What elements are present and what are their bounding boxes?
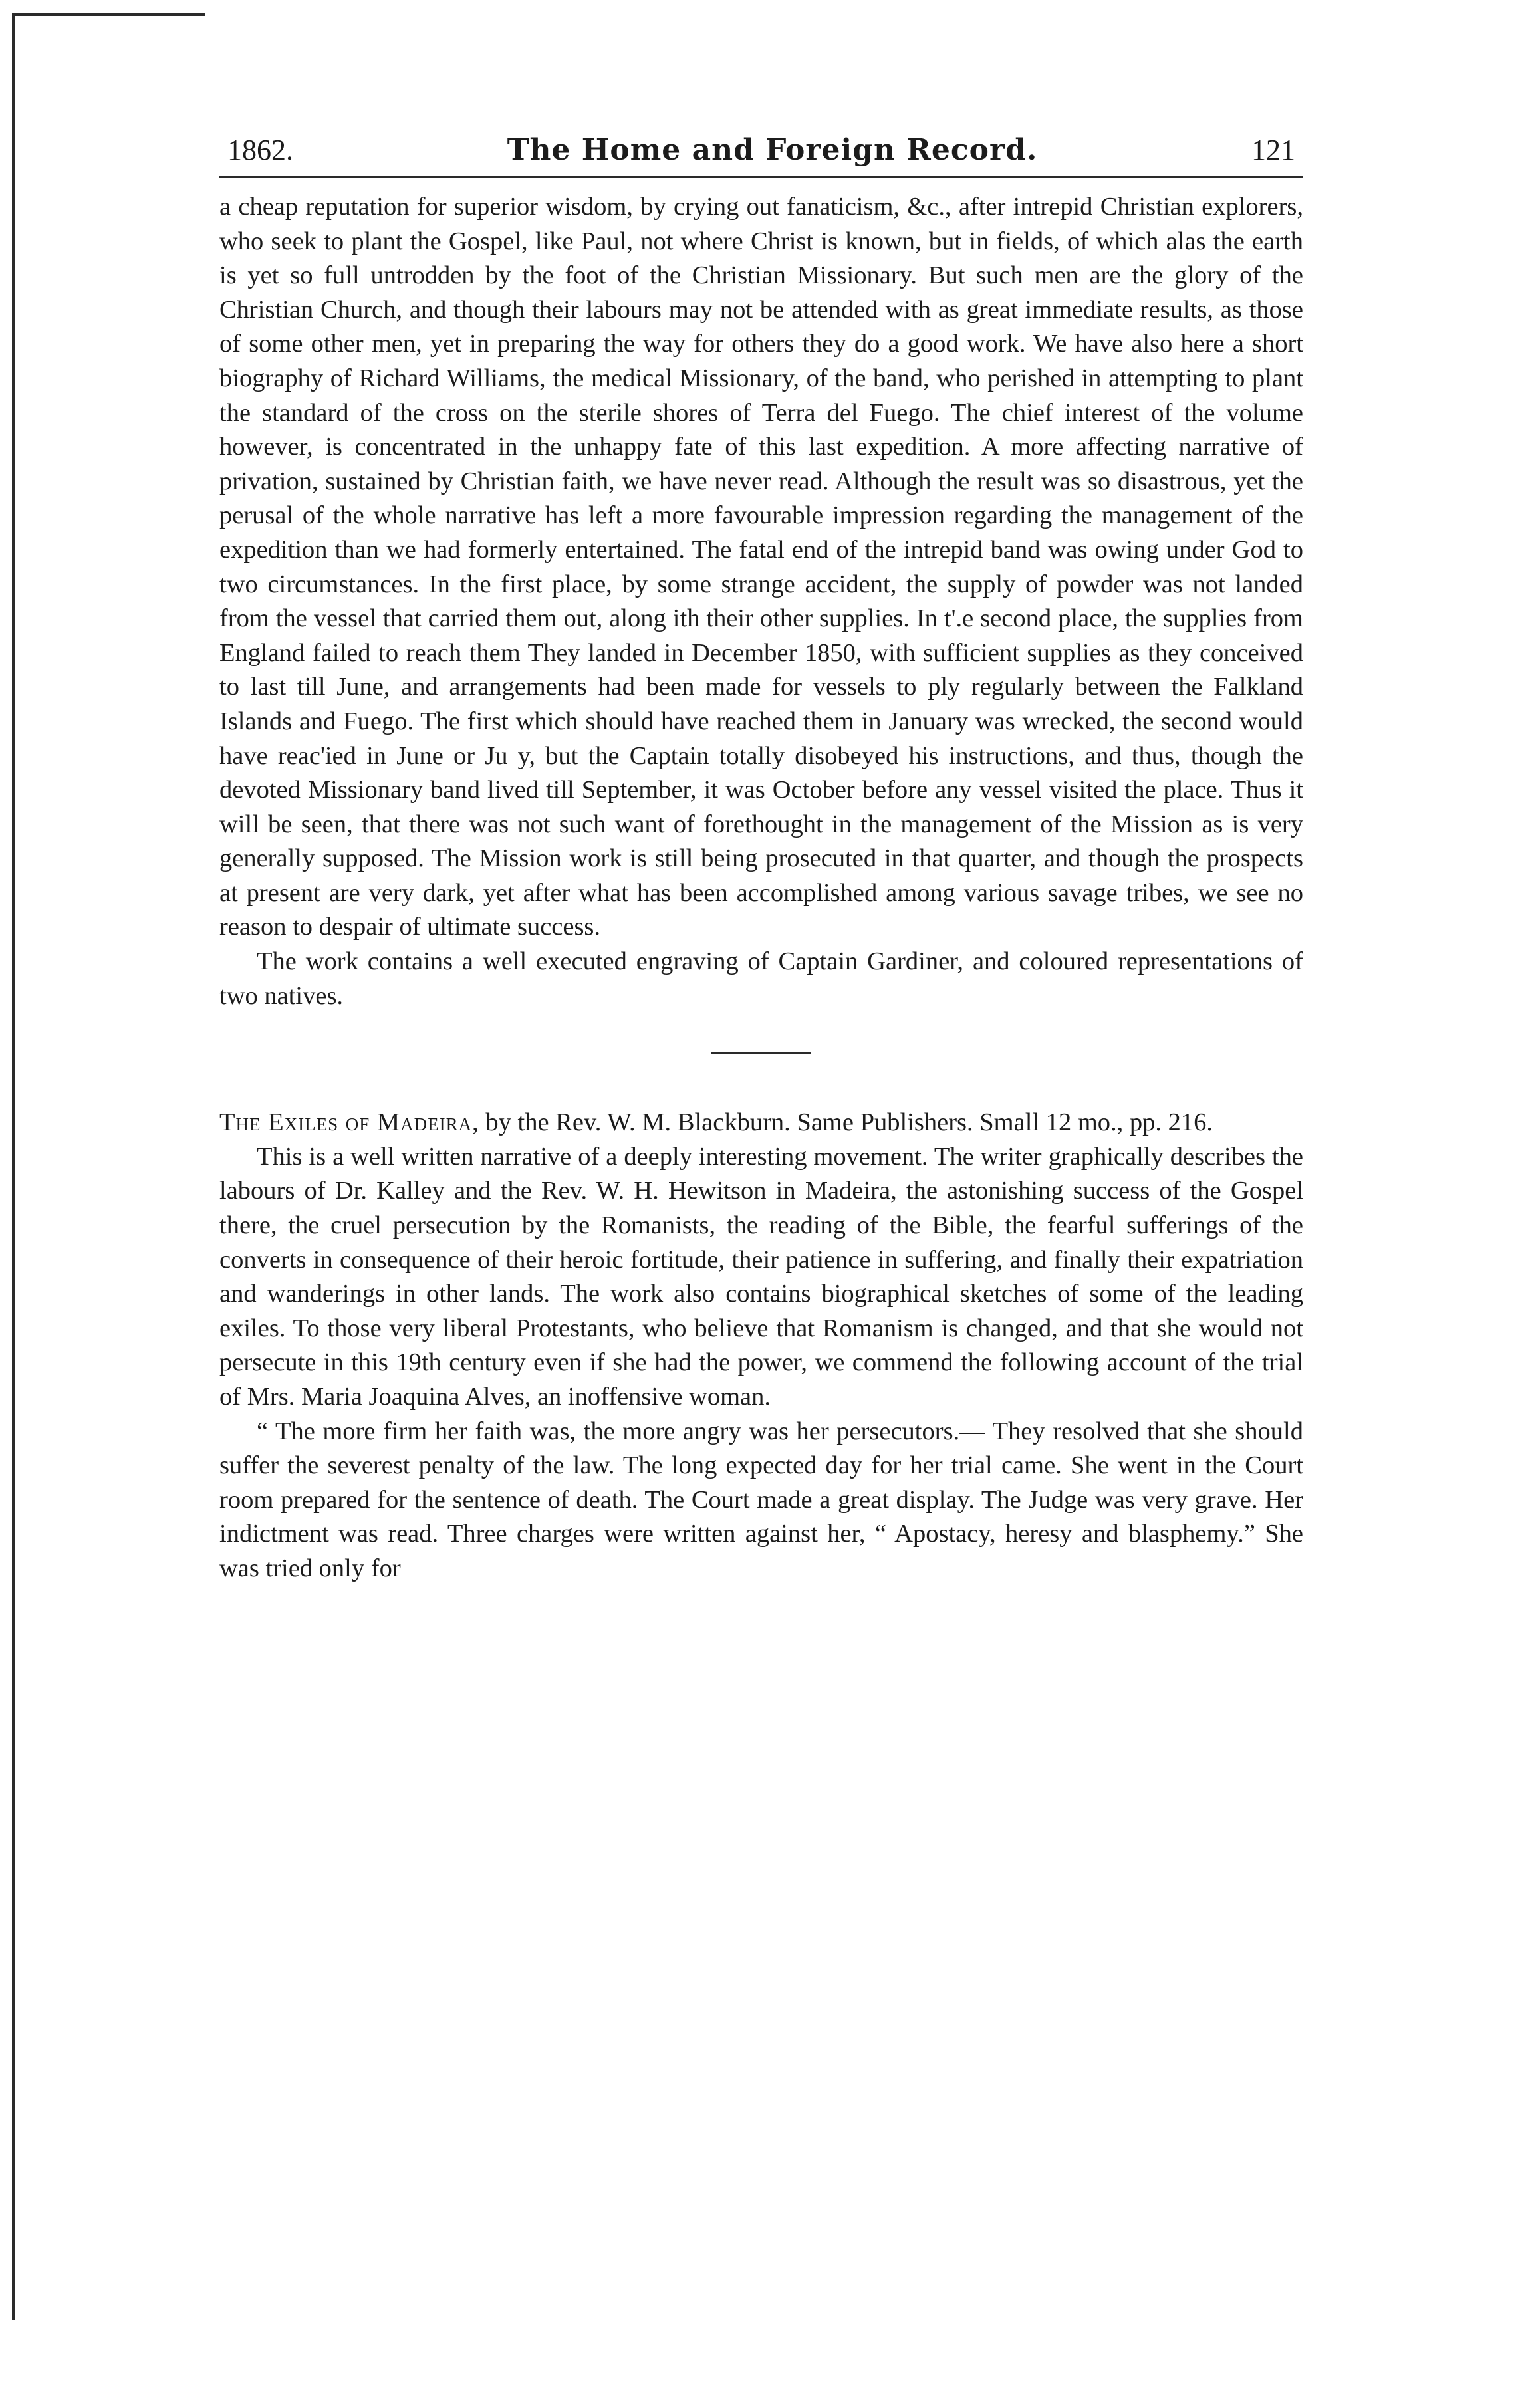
running-head	[219, 133, 1303, 178]
left-margin-rule	[12, 13, 15, 2320]
page-body	[219, 133, 1303, 1586]
header-year: 1862.	[227, 134, 293, 166]
page-number: 121	[1251, 134, 1295, 166]
review2-paragraph-1: This is a well written narrative of a deeply interesting movement. The writer graphically describes the labours of Dr. Kalley and the Rev. W. H. Hewitson in Madeira, the astonishing success of the Gospel there, the cruel persecution by the Romanists, the reading of the Bible, the fearful sufferings of the converts in consequence of their heroic fortitude, their patience in suffering, and finally their expatriation and wanderings in other lands. The work also contains biographical sketches of some of the leading exiles. To those very liberal Protestants, who believe that Romanism is changed, and that she would not persecute in this 19th century even if she had the power, we commend the following account of the trial of Mrs. Maria Joaquina Alves, an inoffensive woman.	[219, 1142, 1303, 1411]
review2-book-details: by the Rev. W. M. Blackburn. Same Publishers. Small 12 mo., pp. 216.	[479, 1108, 1213, 1137]
review2-book-title: The Exiles of Madeira,	[219, 1108, 479, 1137]
review1-paragraph-2: The work contains a well executed engraving of Captain Gardiner, and coloured representations of two natives.	[219, 947, 1303, 1010]
section-divider	[711, 1052, 811, 1054]
top-margin-rule	[12, 13, 205, 16]
review1-paragraph-1: a cheap reputation for superior wisdom, by crying out fanaticism, &c., after intrepid Christian explorers, who seek to plant the Gospel, like Paul, not where Christ is known, but in fields, of which alas the earth is yet so full untrodden by the foot of the Christian Missionary. But such men are the glory of the Christian Church, and though their labours may not be attended with as great immediate results, as those of some other men, yet in preparing the way for others they do a good work. We have also here a short biography of Richard Williams, the medical Missionary, of the band, who perished in attempting to plant the standard of the cross on the sterile shores of Terra del Fuego. The chief interest of the volume however, is concentrated in the unhappy fate of this last expedition. A more affecting narrative of privation, sustained by Christian faith, we have never read. Although the result was so disastrous, yet the perusal of the whole narrative has left a more favourable impression regarding the management of the expedition than we had formerly entertained. The fatal end of the intrepid band was owing under God to two circumstances. In the first place, by some strange accident, the supply of powder was not landed from the vessel that carried them out, along ith their other supplies. In t'.e second place, the supplies from England failed to reach them They landed in December 1850, with sufficient supplies as they conceived to last till June, and arrangements had been made for vessels to ply regularly between the Falkland Islands and Fuego. The first which should have reached them in January was wrecked, the second would have reac'ied in June or Ju y, but the Captain totally disobeyed his instructions, and thus, though the devoted Missionary band lived till September, it was October before any vessel visited the place. Thus it will be seen, that there was not such want of forethought in the management of the Mission as is very generally supposed. The Mission work is still being prosecuted in that quarter, and though the prospects at present are very dark, yet after what has been accomplished among various savage tribes, we see no reason to despair of ultimate success.	[219, 193, 1303, 941]
review2-heading	[219, 1106, 1303, 1140]
journal-title: The Home and Foreign Record.	[507, 133, 1038, 167]
review2-quote: “ The more firm her faith was, the more angry was her persecutors.— They resolved that she should suffer the severest penalty of the law. The long expected day for her trial came. She went in the Court room prepared for the sentence of death. The Court made a great display. The Judge was very grave. Her indictment was read. Three charges were written against her, “ Apostacy, heresy and blasphemy.” She was tried only for	[219, 1417, 1303, 1582]
